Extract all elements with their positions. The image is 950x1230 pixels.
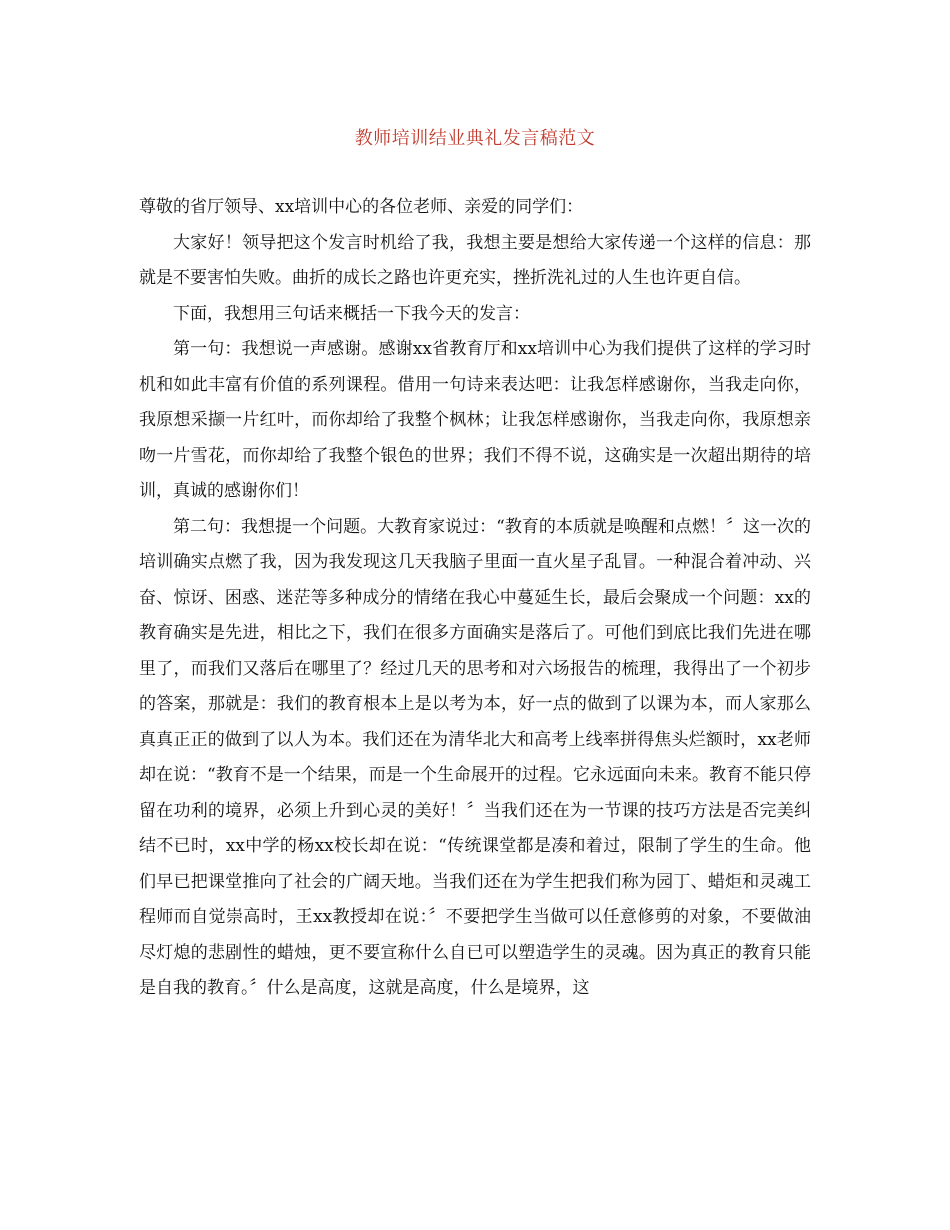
salutation: 尊敬的省厅领导、xx培训中心的各位老师、亲爱的同学们： bbox=[139, 197, 584, 217]
paragraph-second-point: 第二句：我想提一个问题。大教育家说过：“教育的本质就是唤醒和点燃！〞这一次的培训确实点燃了我，因为我发现这几天我脑子里面一直火星子乱冒。一种混合着冲动、兴奋、惊讶、困惑、迷茫等多种成分的情绪在我心中蔓延生长，最后会聚成一个问题：xx的教育确实是先进，相比之下，我们在很多方面确实是落后了。可他们到底比我们先进在哪里了，而我们又落后在哪里了？经过几天的思考和对六场报告的梳理，我得出了一个初步的答案，那就是：我们的教育根本上是以考为本，好一点的做到了以课为本，而人家那么真真正正的做到了以人为本。我们还在为清华北大和高考上线率拼得焦头烂额时，xx老师却在说：“教育不是一个结果，而是一个生命展开的过程。它永远面向未来。教育不能只停留在功利的境界，必须上升到心灵的美好！〞当我们还在为一节课的技巧方法是否完美纠结不已时，xx中学的杨xx校长却在说：“传统课堂都是凑和着过，限制了学生的生命。他们早已把课堂推向了社会的广阔天地。当我们还在为学生把我们称为园丁、蜡炬和灵魂工程师而自觉崇高时，王xx教授却在说：〞不要把学生当做可以任意修剪的对象，不要做油尽灯熄的悲剧性的蜡烛，更不要宣称什么自已可以塑造学生的灵魂。因为真正的教育只能是自我的教育。〞什么是高度，这就是高度，什么是境界，这 bbox=[139, 516, 811, 998]
document-body bbox=[139, 190, 811, 1007]
paragraph-greeting: 大家好！领导把这个发言时机给了我，我想主要是想给大家传递一个这样的信息：那就是不要害怕失败。曲折的成长之路也许更充实，挫折洗礼过的人生也许更自信。 bbox=[139, 232, 811, 288]
document-title: 教师培训结业典礼发言稿范文 bbox=[354, 128, 596, 149]
paragraph-first-point: 第一句：我想说一声感谢。感谢xx省教育厅和xx培训中心为我们提供了这样的学习时机和如此丰富有价值的系列课程。借用一句诗来表达吧：让我怎样感谢你，当我走向你，我原想采撷一片红叶，而你却给了我整个枫林；让我怎样感谢你，当我走向你，我原想亲吻一片雪花，而你却给了我整个银色的世界；我们不得不说，这确实是一次超出期待的培训，真诚的感谢你们！ bbox=[139, 339, 811, 501]
paragraph-intro: 下面，我想用三句话来概括一下我今天的发言： bbox=[173, 303, 530, 324]
